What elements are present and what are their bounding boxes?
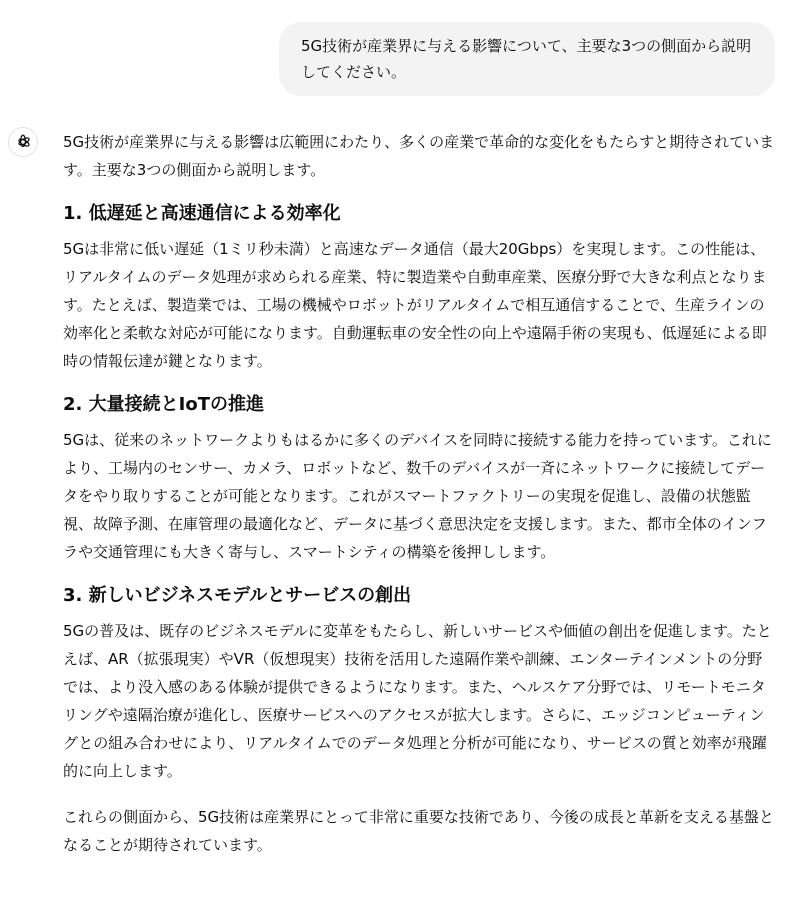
intro-paragraph: 5G技術が産業界に与える影響は広範囲にわたり、多くの産業で革命的な変化をもたらすと期待されています。主要な3つの側面から説明します。 (63, 133, 775, 179)
openai-logo-icon (14, 133, 32, 151)
user-message-bubble: 5G技術が産業界に与える影響について、主要な3つの側面から説明してください。 (279, 22, 775, 96)
section-heading-1: 1. 低遅延と高速通信による効率化 (63, 203, 341, 224)
section-body-1: 5Gは非常に低い遅延（1ミリ秒未満）と高速なデータ通信（最大20Gbps）を実現します。この性能は、リアルタイムのデータ処理が求められる産業、特に製造業や自動車産業、医療分野で大きな利点となります。たとえば、製造業では、工場の機械やロボットがリアルタイムで相互通信することで、生産ラインの効率化と柔軟な対応が可能になります。自動運転車の安全性の向上や遠隔手術の実現も、低遅延による即時の情報伝達が鍵となります。 (63, 240, 767, 370)
user-message-row (0, 22, 793, 96)
section-body-3: 5Gの普及は、既存のビジネスモデルに変革をもたらし、新しいサービスや価値の創出を促進します。たとえば、AR（拡張現実）やVR（仮想現実）技術を活用した遠隔作業や訓練、エンターテインメントの分野では、より没入感のある体験が提供できるようになります。また、ヘルスケア分野では、リモートモニタリングや遠隔治療が進化し、医療サービスへのアクセスが拡大します。さらに、エッジコンピューティングとの組み合わせにより、リアルタイムでのデータ処理と分析が可能になり、サービスの質と効率が飛躍的に向上します。 (63, 622, 772, 780)
closing-paragraph: これらの側面から、5G技術は産業界にとって非常に重要な技術であり、今後の成長と革新を支える基盤となることが期待されています。 (63, 808, 774, 854)
section-heading-3: 3. 新しいビジネスモデルとサービスの創出 (63, 585, 412, 606)
section-heading-2: 2. 大量接続とIoTの推進 (63, 394, 264, 415)
section-body-2: 5Gは、従来のネットワークよりもはるかに多くのデバイスを同時に接続する能力を持っています。これにより、工場内のセンサー、カメラ、ロボットなど、数千のデバイスが一斉にネットワークに接続してデータをやり取りすることが可能となります。これがスマートファクトリーの実現を促進し、設備の状態監視、故障予測、在庫管理の最適化など、データに基づく意思決定を支援します。また、都市全体のインフラや交通管理にも大きく寄与し、スマートシティの構築を後押しします。 (63, 431, 772, 561)
assistant-message-content (63, 122, 775, 859)
assistant-avatar (8, 127, 38, 157)
